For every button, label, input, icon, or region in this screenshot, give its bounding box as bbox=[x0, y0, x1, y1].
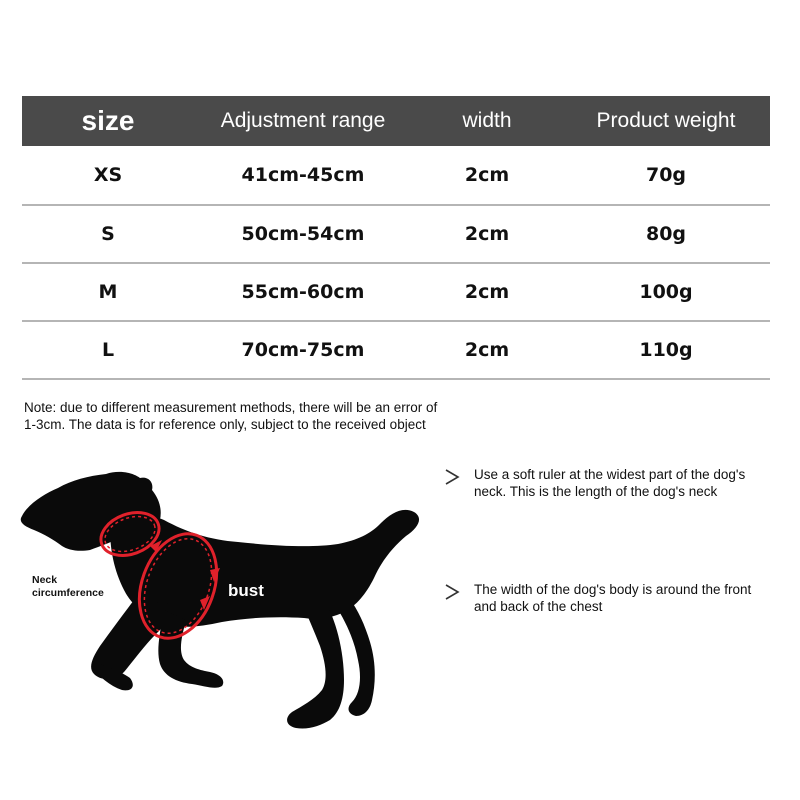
cell-size: L bbox=[101, 339, 115, 361]
cell-size: S bbox=[101, 223, 115, 245]
table-row bbox=[22, 322, 770, 380]
cell-product-weight: 80g bbox=[645, 223, 687, 245]
cell-size: XS bbox=[93, 164, 123, 186]
header-product-weight: Product weight bbox=[596, 109, 736, 132]
cell-width: 2cm bbox=[464, 223, 510, 245]
dog-measurement-diagram bbox=[14, 450, 434, 750]
cell-width: 2cm bbox=[464, 164, 510, 186]
cell-product-weight: 110g bbox=[639, 339, 693, 361]
cell-width: 2cm bbox=[464, 281, 510, 303]
bust-label: bust bbox=[228, 581, 264, 600]
dog-silhouette bbox=[21, 472, 419, 729]
table-row bbox=[22, 146, 770, 206]
bust-measure-tip bbox=[440, 581, 789, 615]
cell-adjustment-range: 55cm-60cm bbox=[241, 281, 365, 303]
cell-product-weight: 70g bbox=[645, 164, 687, 186]
neck-circumference-label: Neck circumference bbox=[32, 574, 104, 599]
table-row bbox=[22, 206, 770, 264]
table-header bbox=[22, 96, 770, 146]
note-line: 1-3cm. The data is for reference only, subject to the received object bbox=[24, 417, 426, 432]
cell-size: M bbox=[98, 281, 118, 303]
note-line: Note: due to different measurement methods, there will be an error of bbox=[24, 400, 438, 415]
tip-text: Use a soft ruler at the widest part of the dog's neck. This is the length of the dog's neck bbox=[474, 467, 746, 499]
cell-adjustment-range: 50cm-54cm bbox=[241, 223, 365, 245]
chevron-right-icon bbox=[440, 466, 464, 488]
header-width: width bbox=[462, 109, 512, 132]
header-size: size bbox=[81, 105, 135, 136]
tip-text: The width of the dog's body is around the front and back of the chest bbox=[474, 582, 752, 614]
chevron-right-icon bbox=[440, 581, 464, 603]
table-body bbox=[22, 146, 770, 380]
neck-measure-tip bbox=[440, 466, 789, 500]
header-adjustment-range: Adjustment range bbox=[220, 109, 386, 132]
cell-adjustment-range: 70cm-75cm bbox=[241, 339, 365, 361]
cell-width: 2cm bbox=[464, 339, 510, 361]
size-table bbox=[22, 96, 770, 380]
measurement-note bbox=[24, 399, 504, 433]
cell-product-weight: 100g bbox=[639, 281, 693, 303]
table-row bbox=[22, 264, 770, 322]
cell-adjustment-range: 41cm-45cm bbox=[241, 164, 365, 186]
